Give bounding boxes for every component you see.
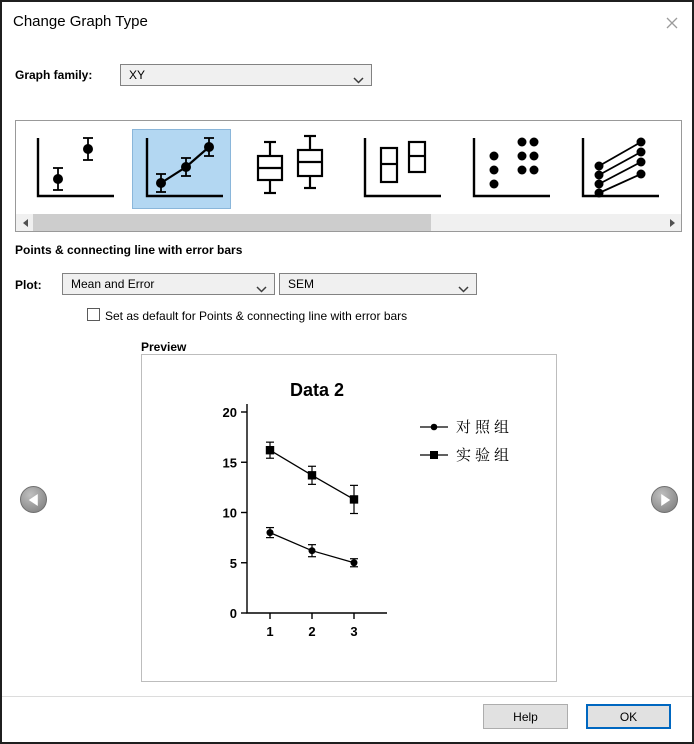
graph-family-label: Graph family: bbox=[15, 68, 93, 82]
box-and-whiskers-icon bbox=[242, 130, 339, 208]
set-default-checkbox[interactable] bbox=[87, 308, 100, 321]
right-arrow-icon bbox=[661, 494, 670, 506]
dialog-title: Change Graph Type bbox=[13, 13, 148, 30]
chevron-down-icon bbox=[256, 282, 267, 296]
next-graph-type-button[interactable] bbox=[651, 486, 678, 513]
graph-family-select[interactable] bbox=[120, 64, 372, 86]
gallery-item-clipped[interactable] bbox=[678, 130, 681, 208]
plot-type-value: Mean and Error bbox=[71, 277, 155, 291]
points-connecting-line-with-error-bars-icon bbox=[133, 130, 230, 208]
svg-text:Data 2: Data 2 bbox=[289, 380, 345, 400]
close-icon bbox=[666, 17, 678, 29]
gallery-item-box-whiskers[interactable] bbox=[242, 130, 339, 208]
svg-text:20: 20 bbox=[222, 405, 237, 420]
scroll-right-icon[interactable] bbox=[664, 214, 681, 231]
svg-text:实验组: 实验组 bbox=[456, 447, 514, 464]
plot-label: Plot: bbox=[15, 278, 42, 292]
gallery-item-floating-bars[interactable] bbox=[351, 130, 448, 208]
scatter-points-with-error-bars-icon bbox=[24, 130, 121, 208]
gallery-item-scatter-columns[interactable] bbox=[460, 130, 557, 208]
gallery-thumbnails bbox=[16, 121, 681, 216]
scatter-dot-columns-icon bbox=[460, 130, 557, 208]
error-type-value: SEM bbox=[288, 277, 315, 291]
svg-text:1: 1 bbox=[266, 624, 274, 639]
left-arrow-icon bbox=[28, 494, 37, 506]
gallery-scrollbar[interactable] bbox=[16, 214, 681, 231]
graph-family-value: XY bbox=[129, 68, 146, 82]
plot-type-select[interactable] bbox=[62, 273, 275, 295]
error-type-select[interactable] bbox=[279, 273, 477, 295]
svg-text:2: 2 bbox=[308, 624, 316, 639]
clipped-next-graph-type-icon bbox=[678, 130, 681, 208]
scrollbar-thumb[interactable] bbox=[33, 214, 431, 231]
svg-text:15: 15 bbox=[222, 455, 237, 471]
svg-text:对照组: 对照组 bbox=[456, 419, 514, 436]
previous-graph-type-button[interactable] bbox=[20, 486, 47, 513]
close-button[interactable] bbox=[664, 15, 680, 31]
svg-text:0: 0 bbox=[229, 606, 237, 621]
before-after-connected-points-icon bbox=[569, 130, 666, 208]
selected-type-title: Points & connecting line with error bars bbox=[15, 243, 243, 257]
svg-text:3: 3 bbox=[350, 624, 358, 639]
gallery-item-scatter-points-error-bars[interactable] bbox=[24, 130, 121, 208]
footer-separator bbox=[2, 696, 692, 697]
gallery-item-before-after[interactable] bbox=[569, 130, 666, 208]
chevron-down-icon bbox=[458, 282, 469, 296]
floating-bars-icon bbox=[351, 130, 448, 208]
graph-type-gallery bbox=[15, 120, 682, 232]
help-button[interactable]: Help bbox=[483, 704, 568, 729]
chevron-down-icon bbox=[353, 73, 364, 87]
ok-button[interactable]: OK bbox=[586, 704, 671, 729]
gallery-item-points-line-error-bars[interactable] bbox=[133, 130, 230, 208]
preview-panel bbox=[141, 354, 557, 682]
set-default-label[interactable]: Set as default for Points & connecting line with error bars bbox=[105, 309, 408, 323]
svg-text:10: 10 bbox=[222, 505, 237, 521]
preview-chart bbox=[142, 355, 556, 686]
scroll-left-icon[interactable] bbox=[16, 214, 33, 231]
svg-text:5: 5 bbox=[229, 555, 237, 571]
preview-label: Preview bbox=[141, 340, 187, 354]
